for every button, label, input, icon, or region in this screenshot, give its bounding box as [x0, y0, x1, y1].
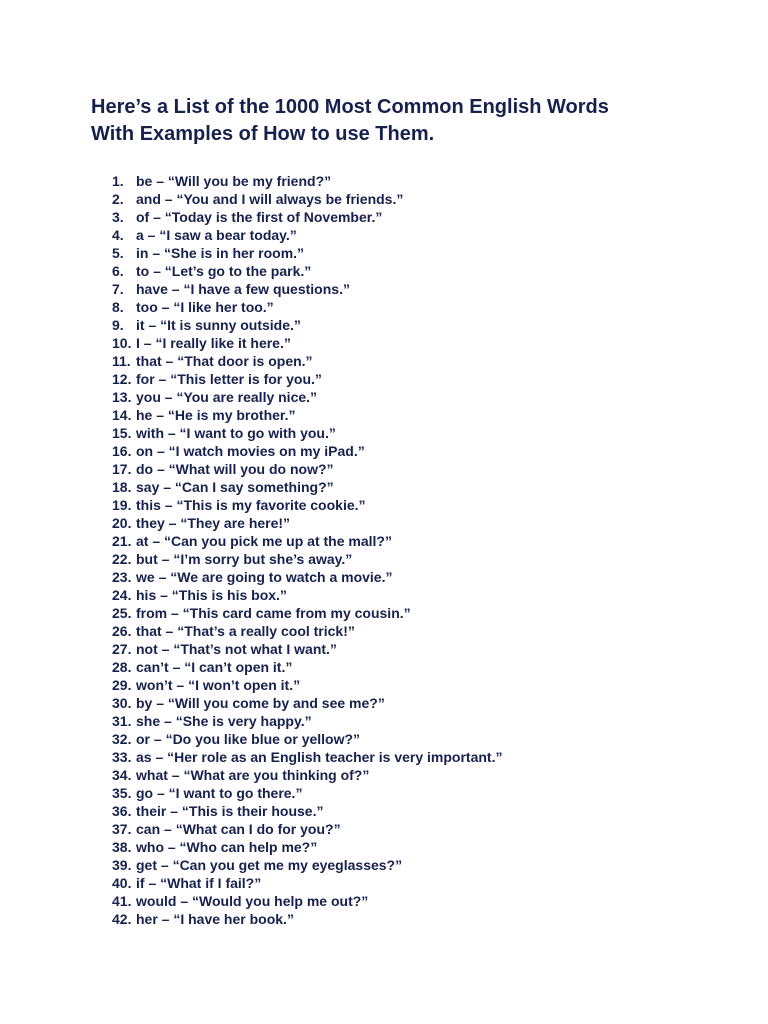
list-item-text: from – “This card came from my cousin.” [136, 605, 411, 621]
list-item-text: if – “What if I fail?” [136, 875, 262, 891]
list-item-number: 4. [112, 227, 124, 243]
list-item-number: 25. [112, 605, 132, 621]
list-item-text: won’t – “I won’t open it.” [136, 677, 301, 693]
list-item-number: 32. [112, 731, 132, 747]
list-item-number: 2. [112, 191, 124, 207]
list-item-text: by – “Will you come by and see me?” [136, 695, 385, 711]
list-item-number: 5. [112, 245, 124, 261]
list-item-text: or – “Do you like blue or yellow?” [136, 731, 361, 747]
list-item-number: 12. [112, 371, 132, 387]
list-item-text: too – “I like her too.” [136, 299, 274, 315]
list-item-number: 34. [112, 767, 132, 783]
list-item-text: we – “We are going to watch a movie.” [136, 569, 393, 585]
document-title [91, 94, 731, 148]
list-item-text: I – “I really like it here.” [136, 335, 291, 351]
list-item-number: 39. [112, 857, 132, 873]
list-item-number: 28. [112, 659, 132, 675]
list-item-text: do – “What will you do now?” [136, 461, 334, 477]
list-item-text: with – “I want to go with you.” [136, 425, 336, 441]
list-item-text: what – “What are you thinking of?” [136, 767, 370, 783]
list-item-text: this – “This is my favorite cookie.” [136, 497, 366, 513]
list-item-text: her – “I have her book.” [136, 911, 294, 927]
list-item-number: 41. [112, 893, 132, 909]
list-item-number: 33. [112, 749, 132, 765]
list-item-number: 21. [112, 533, 132, 549]
list-item-number: 26. [112, 623, 132, 639]
list-item-text: she – “She is very happy.” [136, 713, 312, 729]
list-item-text: as – “Her role as an English teacher is very important.” [136, 749, 503, 765]
list-item-number: 9. [112, 317, 124, 333]
list-item-number: 40. [112, 875, 132, 891]
list-item-number: 7. [112, 281, 124, 297]
list-item-text: for – “This letter is for you.” [136, 371, 322, 387]
list-item-number: 20. [112, 515, 132, 531]
list-item-number: 11. [112, 353, 131, 369]
list-item-number: 30. [112, 695, 132, 711]
list-item-number: 15. [112, 425, 132, 441]
list-item-text: to – “Let’s go to the park.” [136, 263, 312, 279]
list-item-number: 19. [112, 497, 132, 513]
list-item-number: 37. [112, 821, 132, 837]
list-item-text: in – “She is in her room.” [136, 245, 305, 261]
list-item-number: 6. [112, 263, 124, 279]
list-item-number: 22. [112, 551, 132, 567]
list-item-text: he – “He is my brother.” [136, 407, 296, 423]
list-item-number: 14. [112, 407, 132, 423]
list-item-text: a – “I saw a bear today.” [136, 227, 297, 243]
list-item-number: 13. [112, 389, 132, 405]
list-item-text: but – “I’m sorry but she’s away.” [136, 551, 353, 567]
list-item-number: 10. [112, 335, 132, 351]
list-item-number: 24. [112, 587, 132, 603]
list-item-text: it – “It is sunny outside.” [136, 317, 301, 333]
list-item-text: they – “They are here!” [136, 515, 291, 531]
list-item-number: 38. [112, 839, 132, 855]
list-item-text: would – “Would you help me out?” [136, 893, 369, 909]
list-item-text: and – “You and I will always be friends.” [136, 191, 404, 207]
list-item-number: 8. [112, 299, 124, 315]
list-item-text: have – “I have a few questions.” [136, 281, 350, 297]
list-item-number: 29. [112, 677, 132, 693]
list-item-number: 36. [112, 803, 132, 819]
list-item-text: at – “Can you pick me up at the mall?” [136, 533, 392, 549]
list-item-text: who – “Who can help me?” [136, 839, 318, 855]
list-item-text: say – “Can I say something?” [136, 479, 334, 495]
title-line-1: Here’s a List of the 1000 Most Common English Words [91, 96, 609, 118]
list-item-text: be – “Will you be my friend?” [136, 173, 332, 189]
list-item-number: 1. [112, 173, 124, 189]
list-item-text: can – “What can I do for you?” [136, 821, 341, 837]
title-line-2: With Examples of How to use Them. [91, 123, 435, 145]
list-item-number: 16. [112, 443, 132, 459]
list-item-number: 42. [112, 911, 132, 927]
list-item-text: get – “Can you get me my eyeglasses?” [136, 857, 403, 873]
list-item-number: 18. [112, 479, 132, 495]
list-item-number: 31. [112, 713, 132, 729]
list-item-text: that – “That’s a really cool trick!” [136, 623, 355, 639]
list-item-number: 23. [112, 569, 132, 585]
list-item-text: his – “This is his box.” [136, 587, 287, 603]
list-item-number: 35. [112, 785, 132, 801]
list-item-number: 17. [112, 461, 132, 477]
list-item-text: of – “Today is the first of November.” [136, 209, 383, 225]
list-item-text: go – “I want to go there.” [136, 785, 303, 801]
list-item-text: their – “This is their house.” [136, 803, 324, 819]
list-item-text: not – “That’s not what I want.” [136, 641, 337, 657]
list-item-text: can’t – “I can’t open it.” [136, 659, 293, 675]
list-item-number: 27. [112, 641, 132, 657]
list-item-text: that – “That door is open.” [136, 353, 313, 369]
list-item-text: you – “You are really nice.” [136, 389, 318, 405]
list-item-text: on – “I watch movies on my iPad.” [136, 443, 365, 459]
list-item-number: 3. [112, 209, 124, 225]
